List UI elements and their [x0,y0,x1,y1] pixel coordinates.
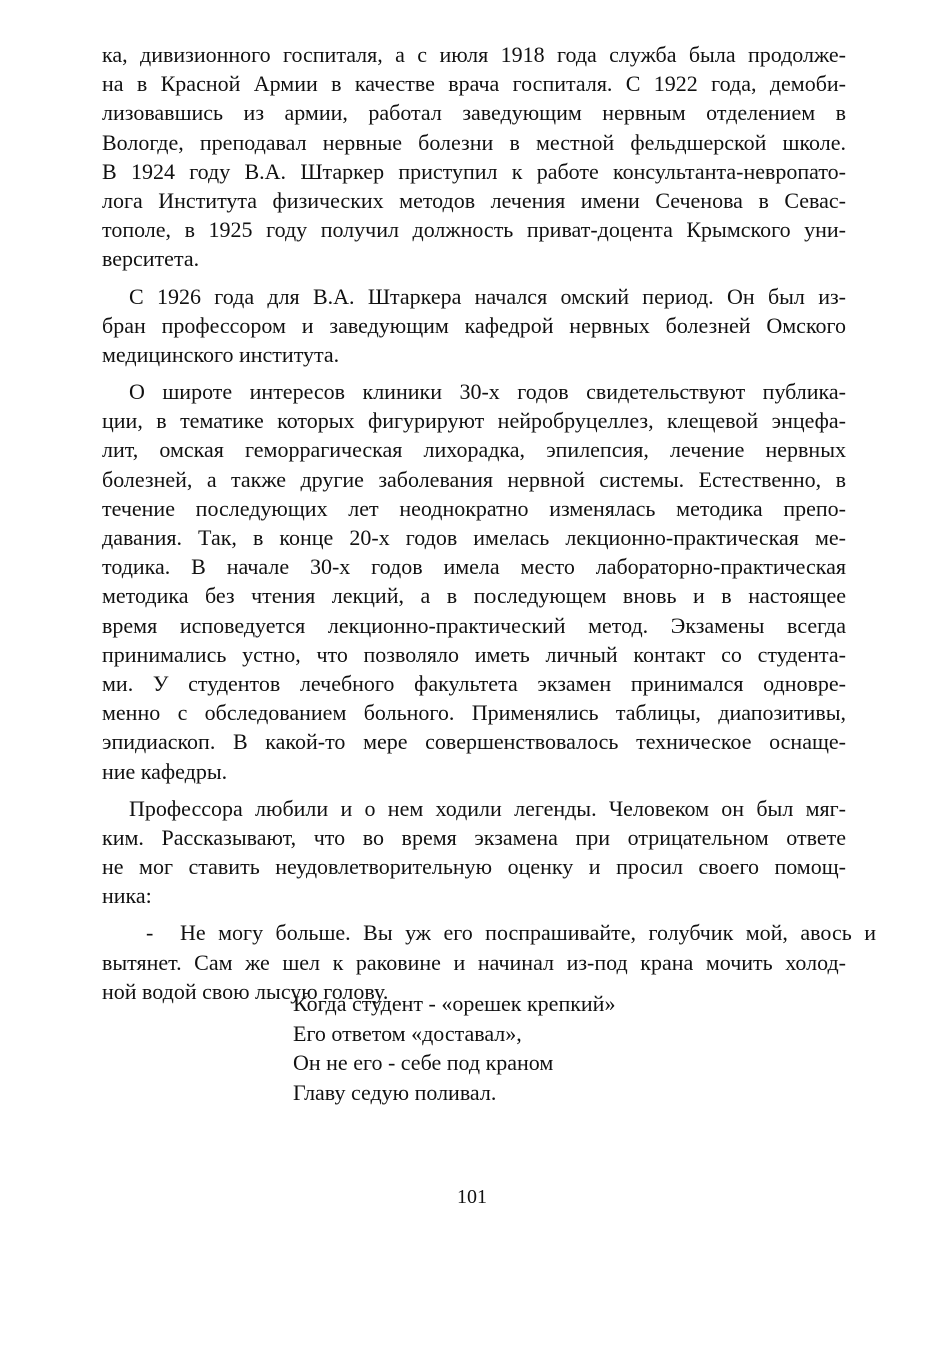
text-line: ми. У студентов лечебного факультета экзамен принимался одновре- [102,670,846,696]
text-line: ника: [102,883,152,909]
text-line: ции, в тематике которых фигурируют нейробруцеллез, клещевой энцефа- [102,408,846,434]
paragraph-omsk-period [102,282,846,370]
text-line: методика без чтения лекций, а в последующем вновь и в настоящее [102,583,846,609]
paragraph-clinic-interests [102,377,846,786]
text-line: вытянет. Сам же шел к раковине и начинал из-под крана мочить холод- [102,949,846,975]
page-number: 101 [457,1186,487,1208]
text-line: С 1926 года для В.А. Штаркера начался омский период. Он был из- [129,283,846,309]
text-line: не мог ставить неудовлетворительную оценку и просил своего помощ- [102,854,846,880]
text-line: принимались устно, что позволяло иметь личный контакт со студента- [102,641,846,667]
text-line: ким. Рассказывают, что во время экзамена при отрицательном ответе [102,824,846,850]
body-text [102,40,876,1006]
paragraph-legends [102,794,846,911]
text-line: О широте интересов клиники 30-х годов свидетельствуют публика- [129,379,846,405]
dialogue-quote: Не могу больше. Вы уж его поспрашивайте, голубчик мой, авось и [180,920,876,946]
text-line: болезней, а также другие заболевания нервной системы. Естественно, в [102,466,846,492]
text-line: ка, дивизионного госпиталя, а с июля 1918 года служба была продолже- [102,42,846,67]
text-line: Профессора любили и о нем ходили легенды. Человеком он был мяг- [129,795,846,821]
text-line: время исповедуется лекционно-практический метод. Экзамены всегда [102,612,846,638]
text-line: медицинского института. [102,341,340,367]
verse-line: Главу седую поливал. [293,1079,497,1105]
text-line: лизовавшись из армии, работал заведующим нервным отделением в [102,100,846,126]
text-line: верситета. [102,246,200,272]
text-line: ной водой свою лысую голову. [102,978,389,1004]
text-line: менно с обследованием больного. Применялись таблицы, диапозитивы, [102,700,846,726]
verse-stanza [293,989,615,1107]
text-line: тополе, в 1925 году получил должность приват-доцента Крымского уни- [102,217,846,243]
text-line: давания. Так, в конце 20-х годов имелась лекционно-практическая ме- [102,525,846,550]
text-line: тодика. В начале 30-х годов имела место лабораторно-практическая [102,554,846,580]
text-line: В 1924 году В.А. Штаркер приступил к работе консультанта-невропато- [102,158,846,184]
text-line: Вологде, преподавал нервные болезни в местной фельдшерской школе. [102,129,846,155]
verse-line: Он не его - себе под краном [293,1050,554,1076]
text-line: лога Института физических методов лечения имени Сеченова в Севас- [102,187,846,213]
text-line: на в Красной Армии в качестве врача госпиталя. С 1922 года, демоби- [102,71,846,97]
dialogue-first-line [102,918,876,947]
verse-line: Когда студент - «орешек крепкий» [293,991,616,1016]
text-line: лит, омская геморрагическая лихорадка, эпилепсия, лечение нервных [102,437,846,463]
paragraph-career [102,40,846,274]
verse-line: Его ответом «доставал», [293,1020,522,1046]
dialogue-dash: - [146,920,154,946]
text-line: бран профессором и заведующим кафедрой нервных болезней Омского [102,312,846,338]
text-line: эпидиаскоп. В какой-то мере совершенствовалось техническое оснаще- [102,729,846,755]
text-line: течение последующих лет неоднократно изменялась методика препо- [102,495,846,521]
text-line: ние кафедры. [102,758,228,784]
